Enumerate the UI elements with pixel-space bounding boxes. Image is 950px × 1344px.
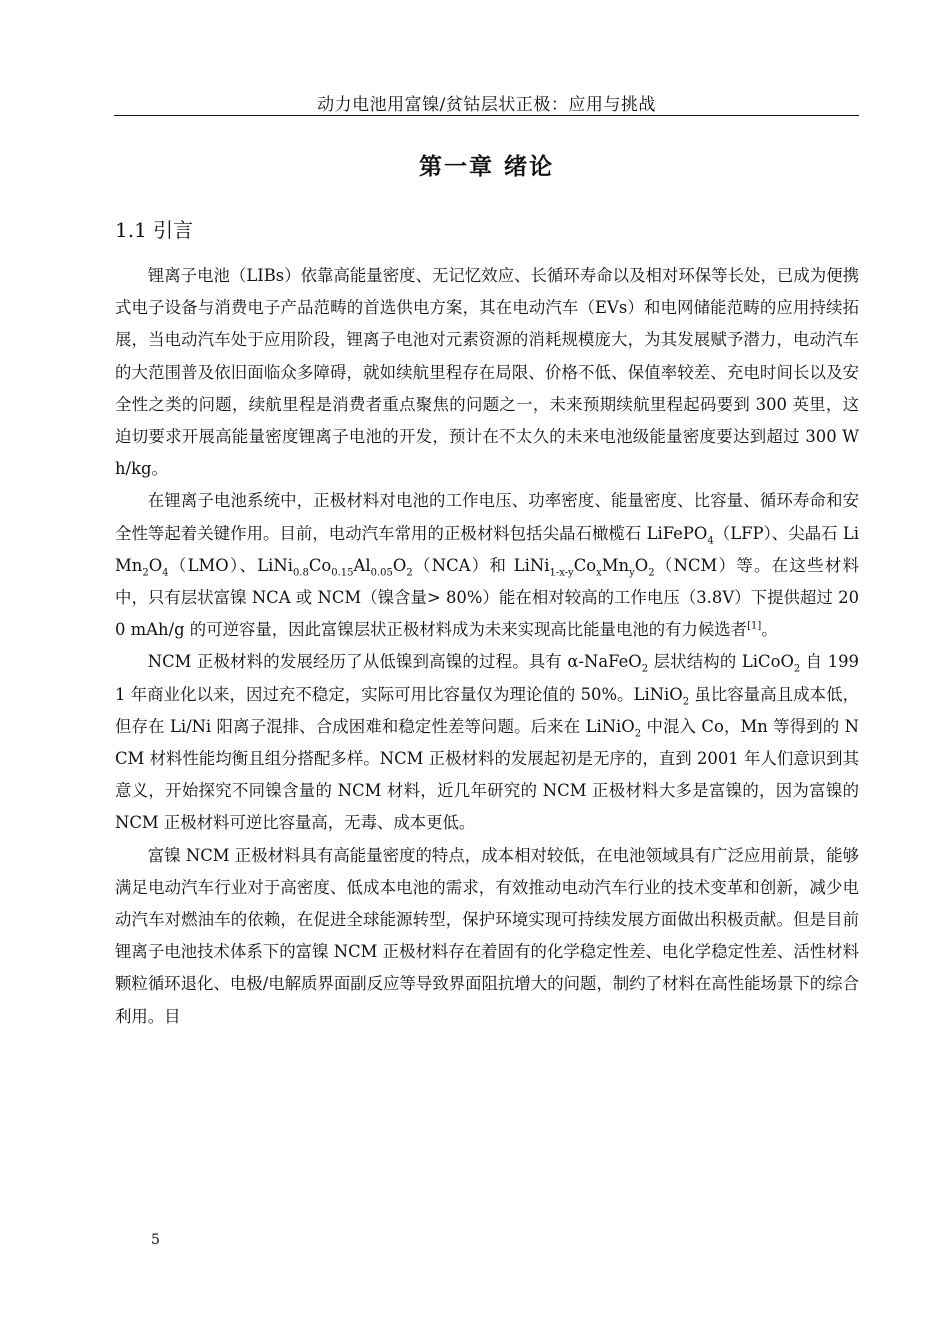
text-run: Co bbox=[308, 555, 332, 575]
subscript: 4 bbox=[707, 534, 714, 546]
subscript: 1-x-y bbox=[549, 567, 574, 579]
subscript: 2 bbox=[641, 663, 649, 675]
subscript: 4 bbox=[162, 567, 169, 579]
text-run: O bbox=[148, 555, 163, 575]
text-run: NCM 正极材料的发展经历了从低镍到高镍的过程。具有 α-NaFeO bbox=[147, 652, 642, 672]
text-run: O bbox=[392, 555, 407, 575]
running-header: 动力电池用富镍/贫钴层状正极：应用与挑战 bbox=[317, 95, 656, 115]
text-run: 层状结构的 LiCoO bbox=[648, 652, 794, 672]
subscript: 2 bbox=[682, 695, 690, 707]
text-run: O bbox=[634, 555, 649, 575]
subscript: 0.05 bbox=[370, 567, 393, 579]
paragraph-4: 富镍 NCM 正极材料具有高能量密度的特点，成本相对较低，在电池领域具有广泛应用前景，能够满足电动汽车行业对于高密度、低成本电池的需求，有效推动电动汽车行业的技术变革和创新，减少电动汽车对燃油车的依赖，在促进全球能源转型，保护环境实现可持续发展方面做出积极贡献。但是目前锂离子电池技术体系下的富镍 NCM 正极材料存在着固有的化学稳定性差、电化学稳定性差、活性材料颗粒循环退化、电极/电解质界面副反应等导致界面阻抗增大的问题，制约了材料在高性能场景下的综合利用。目 bbox=[115, 845, 859, 1026]
paragraph-1: 锂离子电池（LIBs）依靠高能量密度、无记忆效应、长循环寿命以及相对环保等长处，已成为便携式电子设备与消费电子产品范畴的首选供电方案，其在电动汽车（EVs）和电网储能范畴的应用持续拓展，当电动汽车处于应用阶段，锂离子电池对元素资源的消耗规模庞大，为其发展赋予潜力，电动汽车的大范围普及依旧面临众多障碍，就如续航里程存在局限、价格不低、保值率较差、充电时间长以及安全性之类的问题，续航里程是消费者重点聚焦的问题之一，未来预期续航里程起码要到 300 英里，这迫切要求开展高能量密度锂离子电池的开发，预计在不太久的未来电池级能量密度要达到超过 300 Wh/kg。 bbox=[115, 266, 859, 479]
text-run: 虽比容量高且成本低，但存在 Li/Ni 阳离子混排、合成困难和稳定性差等问题。后来在 LiNiO bbox=[115, 684, 859, 736]
text-run: 中混入 Co，Mn 等得到的 NCM 材料性能均衡且组分搭配多样。NCM 正极材料的发展起初是无序的，直到 2001 年人们意识到其意义，开始探究不同镍含量的 NCM 材料，近几年研究的 NCM 正极材料大多是富镍的，因为富镍的 NCM 正极材料可逆比容量高，无毒、成本更低。 bbox=[115, 716, 859, 833]
subscript: 2 bbox=[406, 567, 413, 579]
text-run: Al bbox=[353, 555, 371, 575]
section-title: 1.1 引言 bbox=[115, 218, 194, 242]
subscript: 2 bbox=[634, 728, 642, 740]
paragraph-2 bbox=[115, 485, 859, 646]
body-text bbox=[115, 260, 859, 1033]
text-run: 在锂离子电池系统中，正极材料对电池的工作电压、功率密度、能量密度、比容量、循环寿命和安全性等起着关键作用。目前，电动汽车常用的正极材料包括尖晶石橄榄石 LiFePO bbox=[115, 491, 859, 543]
subscript: 2 bbox=[648, 567, 655, 579]
chapter-title: 第一章 绪论 bbox=[418, 153, 554, 180]
text-run: 。 bbox=[761, 620, 778, 640]
subscript: 2 bbox=[142, 567, 149, 579]
page-number: 5 bbox=[151, 1232, 160, 1248]
header-rule bbox=[114, 115, 859, 116]
paragraph-3 bbox=[115, 646, 859, 839]
subscript: x bbox=[596, 567, 602, 579]
subscript: 0.15 bbox=[331, 567, 354, 579]
text-run: （LMO）、LiNi bbox=[168, 555, 293, 575]
text-run: （NCA）和 LiNi bbox=[412, 555, 550, 575]
text-run: 自 1991 年商业化以来，因过充不稳定，实际可用比容量仅为理论值的 50%。LiNiO bbox=[115, 652, 859, 704]
text-run: Mn bbox=[601, 555, 630, 575]
subscript: 0.8 bbox=[292, 567, 309, 579]
text-run: Co bbox=[573, 555, 597, 575]
citation-ref[interactable]: [1] bbox=[747, 620, 762, 632]
text-run: （LFP）、尖晶石 LiMn bbox=[115, 523, 859, 575]
subscript: y bbox=[629, 567, 635, 579]
text-run: （NCM）等。在这些材料中，只有层状富镍 NCA 或 NCM（镍含量> 80%）能在相对较高的工作电压（3.8V）下提供超过 200 mAh/g 的可逆容量，因此富镍层状正极材料成为未来实现高比能量电池的有力候选者 bbox=[115, 555, 859, 640]
subscript: 2 bbox=[793, 663, 801, 675]
